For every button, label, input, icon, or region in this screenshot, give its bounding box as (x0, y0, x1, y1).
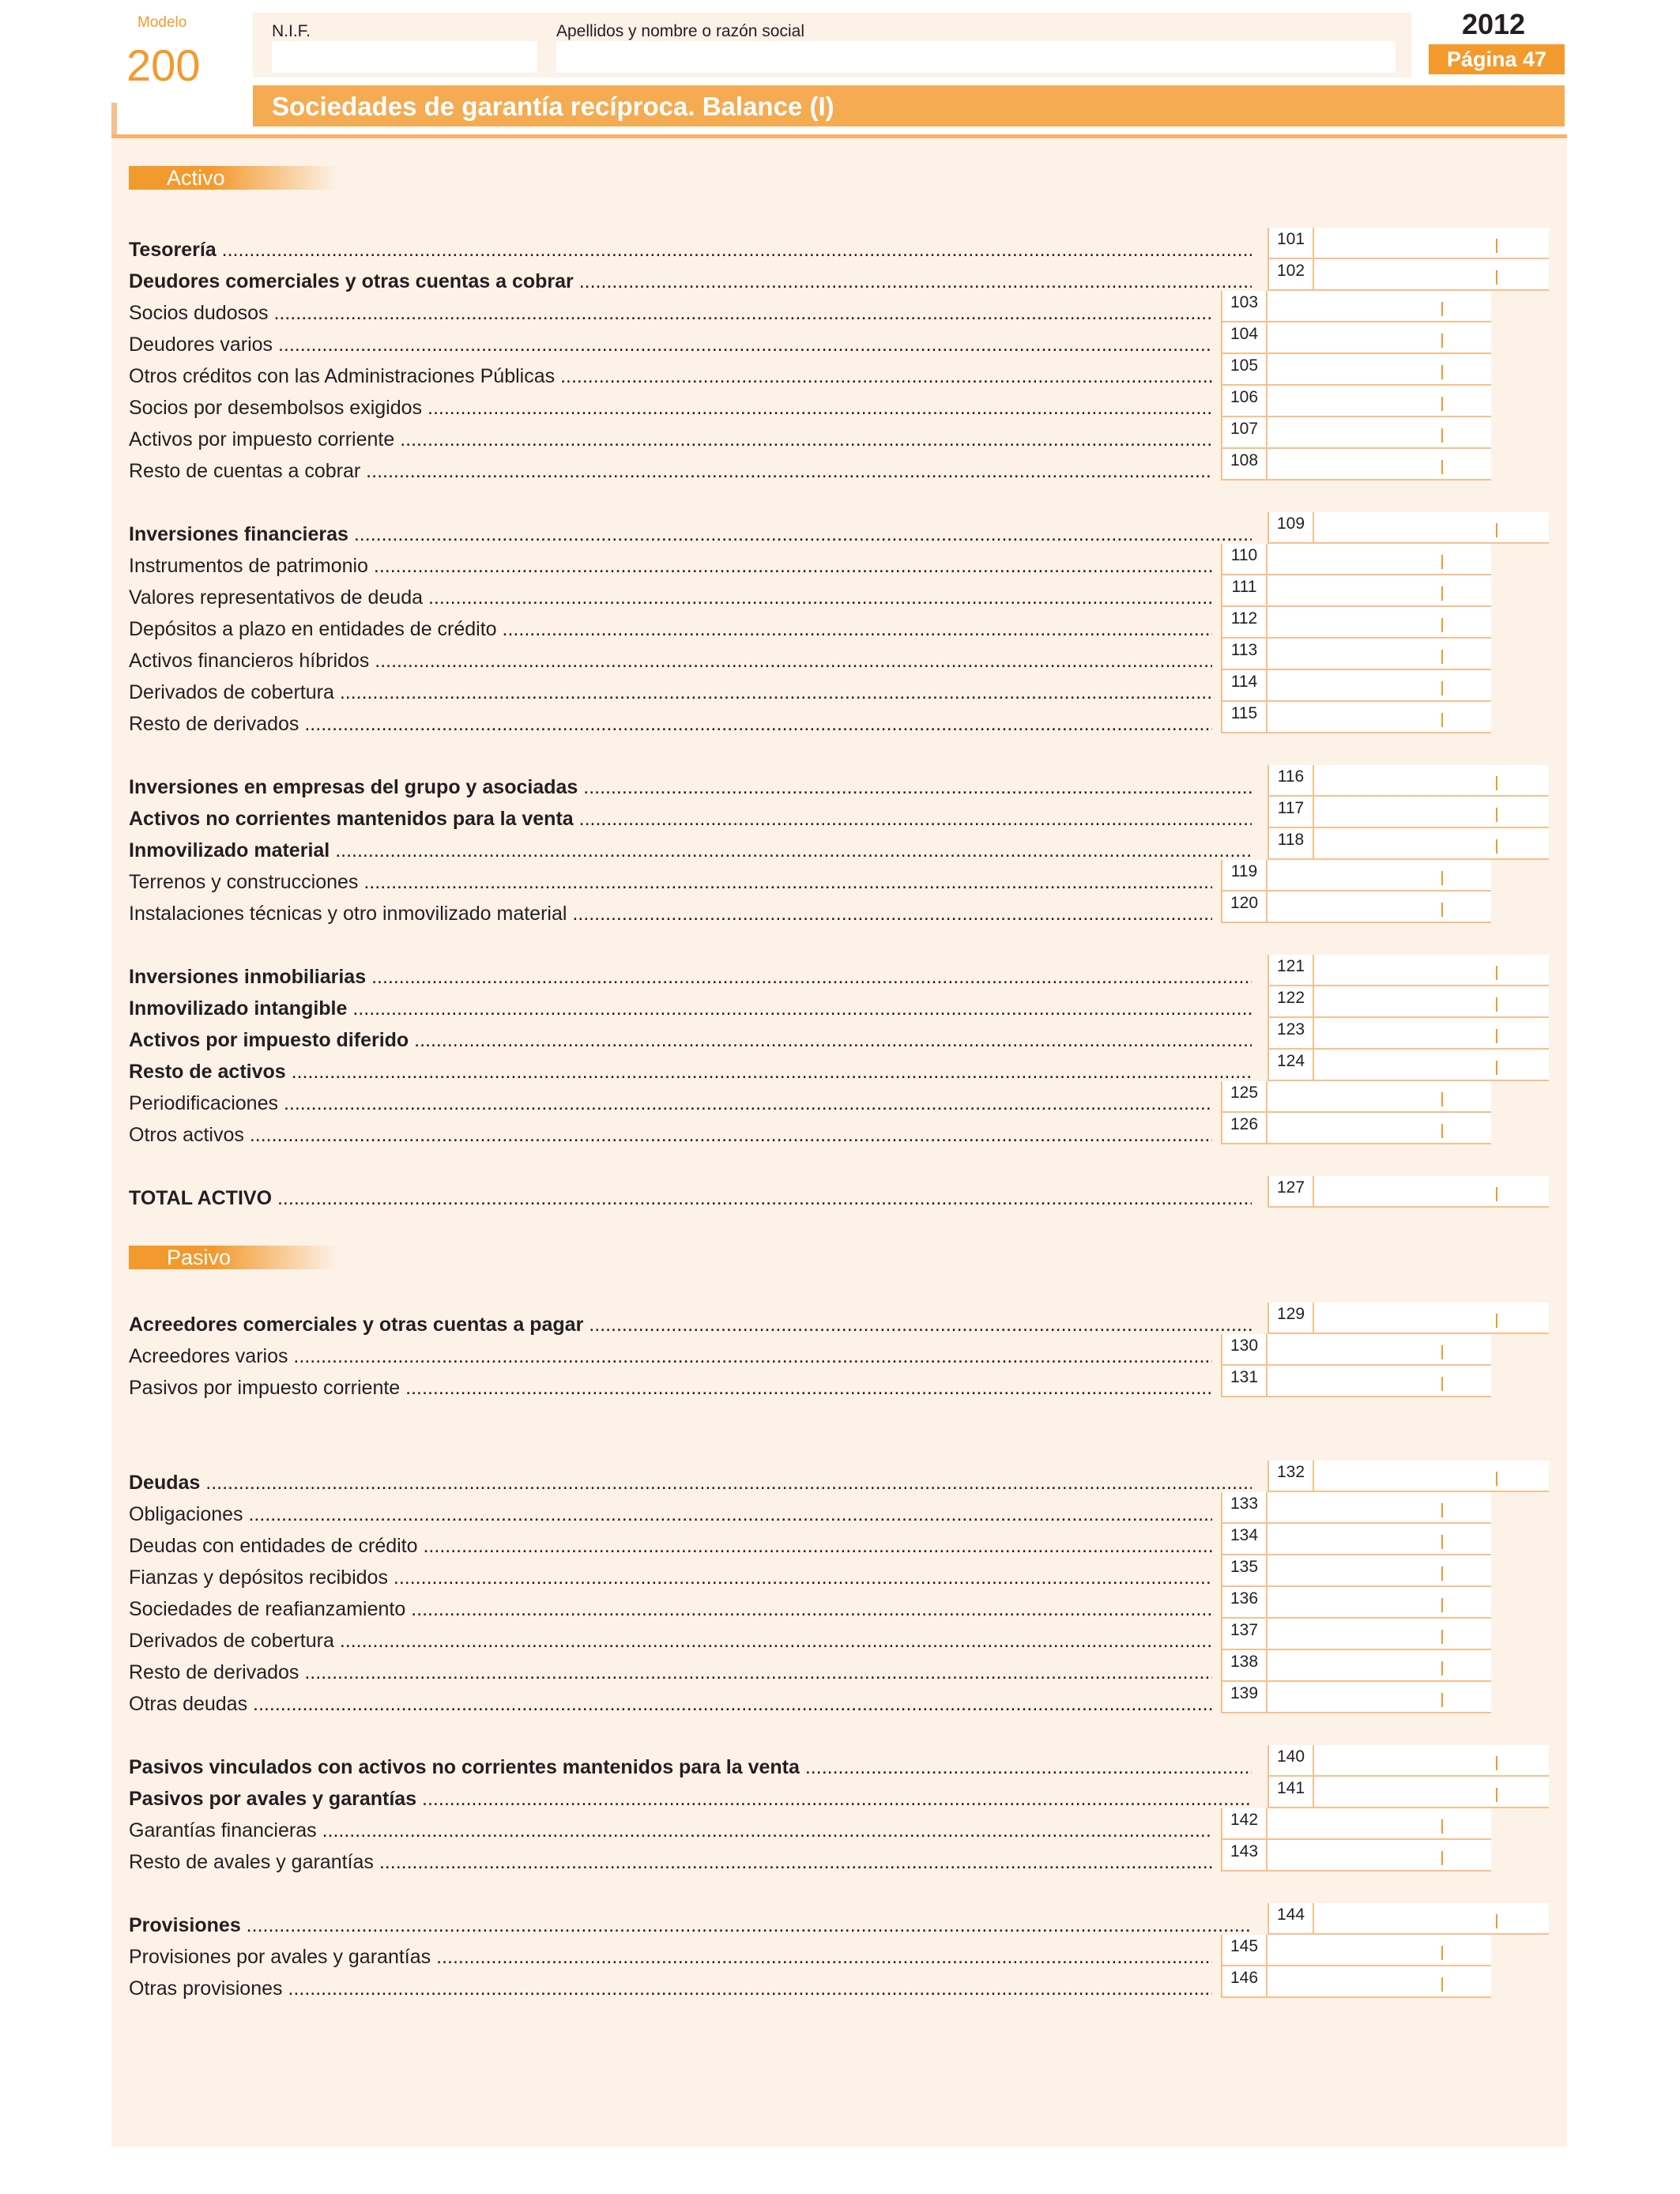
amount-box-118[interactable] (1268, 828, 1549, 860)
row-label: Fianzas y depósitos recibidos ..... (129, 1565, 1212, 1590)
table-row (129, 326, 1212, 357)
decimal-separator-mark (1496, 966, 1497, 980)
year: 2012 (1461, 8, 1526, 40)
row-label: Deudas con entidades de crédito ..... (129, 1533, 1212, 1559)
row-label: Garantías financieras ..... (129, 1818, 1212, 1843)
amount-box-111[interactable] (1221, 575, 1491, 607)
table-row (129, 800, 1252, 831)
amount-input[interactable] (1268, 386, 1491, 416)
amount-box-135[interactable] (1221, 1555, 1491, 1587)
decimal-separator-mark (1441, 365, 1443, 379)
table-row (129, 1938, 1212, 1970)
box-code: 125 (1222, 1081, 1268, 1111)
decimal-separator-mark (1441, 650, 1443, 664)
row-label: Pasivos vinculados con activos no corrientes mantenidos para la venta ..... (129, 1755, 1252, 1780)
decimal-separator-mark (1441, 1566, 1443, 1581)
amount-input[interactable] (1268, 354, 1491, 384)
box-code: 109 (1269, 512, 1314, 542)
decimal-separator-mark (1496, 1029, 1497, 1043)
box-code: 117 (1269, 797, 1314, 827)
amount-box-146[interactable] (1221, 1966, 1491, 1998)
row-label: Inversiones en empresas del grupo y asociadas ..... (129, 775, 1252, 800)
amount-input[interactable] (1268, 1366, 1491, 1396)
box-code: 112 (1222, 607, 1268, 637)
decimal-separator-mark (1441, 1693, 1443, 1707)
table-row (129, 1653, 1212, 1685)
table-row (129, 357, 1212, 389)
table-row (129, 1179, 1252, 1211)
box-code: 141 (1269, 1777, 1314, 1807)
amount-input[interactable] (1314, 1176, 1549, 1206)
table-row (129, 1811, 1212, 1843)
decimal-separator-mark (1441, 1503, 1443, 1517)
table-row (129, 515, 1252, 547)
row-label: Valores representativos de deuda ..... (129, 585, 1212, 610)
row-label: Activos no corrientes mantenidos para la venta ..... (129, 806, 1252, 831)
amount-input[interactable] (1314, 955, 1549, 985)
row-label: Pasivos por impuesto corriente ..... (129, 1375, 1212, 1400)
row-label: Inversiones inmobiliarias ..... (129, 964, 1252, 990)
amount-box-131[interactable] (1221, 1366, 1491, 1397)
amount-input[interactable] (1314, 828, 1549, 858)
amount-box-143[interactable] (1221, 1840, 1491, 1872)
decimal-separator-mark (1441, 618, 1443, 632)
amount-input[interactable] (1268, 575, 1491, 605)
amount-input[interactable] (1268, 1808, 1491, 1838)
decimal-separator-mark (1496, 1472, 1497, 1486)
box-code: 122 (1269, 986, 1314, 1016)
row-label: Otras deudas ..... (129, 1691, 1212, 1717)
amount-input[interactable] (1268, 670, 1491, 700)
box-code: 143 (1222, 1840, 1268, 1870)
table-row (129, 1527, 1212, 1559)
amount-input[interactable] (1314, 1461, 1549, 1491)
amount-input[interactable] (1314, 797, 1549, 827)
amount-input[interactable] (1268, 1650, 1491, 1680)
decimal-separator-mark (1441, 302, 1443, 316)
amount-box-114[interactable] (1221, 670, 1491, 702)
box-code: 103 (1222, 291, 1268, 321)
section-pasivo (129, 1246, 338, 1269)
decimal-separator-mark (1441, 460, 1443, 474)
box-code: 130 (1222, 1334, 1268, 1364)
row-label: Resto de derivados ..... (129, 1660, 1212, 1685)
row-label: Depósitos a plazo en entidades de crédito ..... (129, 616, 1212, 642)
decimal-separator-mark (1496, 270, 1497, 285)
box-code: 113 (1222, 639, 1268, 669)
table-row (129, 579, 1212, 610)
amount-box-106[interactable] (1221, 386, 1491, 417)
decimal-separator-mark (1441, 1977, 1443, 1992)
box-code: 101 (1269, 228, 1314, 258)
amount-input[interactable] (1268, 1081, 1491, 1111)
modelo-number: 200 (126, 40, 201, 90)
amount-box-126[interactable] (1221, 1113, 1491, 1144)
box-code: 108 (1222, 449, 1268, 479)
table-row (129, 420, 1212, 452)
box-code: 121 (1269, 955, 1314, 985)
box-code: 124 (1269, 1050, 1314, 1080)
table-row (129, 1590, 1212, 1622)
decimal-separator-mark (1441, 1661, 1443, 1676)
amount-input[interactable] (1314, 1745, 1549, 1775)
box-code: 127 (1269, 1176, 1314, 1206)
amount-input[interactable] (1268, 1555, 1491, 1585)
table-row (129, 705, 1212, 737)
box-code: 118 (1269, 828, 1314, 858)
box-code: 134 (1222, 1524, 1268, 1554)
box-code: 140 (1269, 1745, 1314, 1775)
section-activo (129, 166, 338, 190)
row-label: Derivados de cobertura ..... (129, 1628, 1212, 1653)
box-code: 126 (1222, 1113, 1268, 1143)
decimal-separator-mark (1441, 1124, 1443, 1138)
row-label: Periodificaciones ..... (129, 1091, 1212, 1116)
decimal-separator-mark (1441, 1535, 1443, 1549)
amount-input[interactable] (1268, 322, 1491, 352)
amount-box-121[interactable] (1268, 955, 1549, 986)
table-row (129, 1906, 1252, 1938)
amount-box-103[interactable] (1221, 291, 1491, 322)
table-row (129, 831, 1252, 863)
amount-input[interactable] (1314, 1018, 1549, 1048)
amount-input[interactable] (1268, 892, 1491, 922)
table-row (129, 1559, 1212, 1590)
amount-input[interactable] (1268, 1334, 1491, 1364)
decimal-separator-mark (1496, 1914, 1497, 1928)
decimal-separator-mark (1496, 1061, 1497, 1075)
decimal-separator-mark (1441, 871, 1443, 885)
table-row (129, 1748, 1252, 1780)
decimal-separator-mark (1496, 1187, 1497, 1201)
row-label: Inversiones financieras ..... (129, 522, 1252, 547)
decimal-separator-mark (1441, 1598, 1443, 1612)
row-label: Tesorería ..... (129, 237, 1252, 262)
table-row (129, 768, 1252, 800)
amount-box-130[interactable] (1221, 1334, 1491, 1366)
table-row (129, 1021, 1252, 1053)
decimal-separator-mark (1496, 808, 1497, 822)
row-label: Instalaciones técnicas y otro inmovilizado material ..... (129, 901, 1212, 926)
box-code: 111 (1222, 575, 1268, 605)
box-code: 135 (1222, 1555, 1268, 1585)
decimal-separator-mark (1441, 1345, 1443, 1359)
box-code: 123 (1269, 1018, 1314, 1048)
amount-input[interactable] (1314, 1302, 1549, 1333)
table-row (129, 1084, 1212, 1116)
table-row (129, 389, 1212, 420)
amount-box-132[interactable] (1268, 1461, 1549, 1492)
name-label: Apellidos y nombre o razón social (556, 22, 804, 40)
row-label: Pasivos por avales y garantías ..... (129, 1786, 1252, 1811)
box-code: 120 (1222, 892, 1268, 922)
box-code: 131 (1222, 1366, 1268, 1396)
decimal-separator-mark (1441, 1092, 1443, 1106)
amount-box-133[interactable] (1221, 1492, 1491, 1524)
box-code: 139 (1222, 1682, 1268, 1712)
amount-input[interactable] (1268, 607, 1491, 637)
box-code: 104 (1222, 322, 1268, 352)
amount-input[interactable] (1268, 1619, 1491, 1649)
amount-box-104[interactable] (1221, 322, 1491, 354)
decimal-separator-mark (1496, 523, 1497, 537)
amount-box-125[interactable] (1221, 1081, 1491, 1113)
box-code: 145 (1222, 1935, 1268, 1965)
amount-input[interactable] (1314, 512, 1549, 542)
amount-input[interactable] (1268, 1492, 1491, 1522)
amount-input[interactable] (1314, 1903, 1549, 1933)
amount-input[interactable] (1314, 259, 1549, 289)
amount-box-140[interactable] (1268, 1745, 1549, 1777)
row-label: Socios por desembolsos exigidos ..... (129, 395, 1212, 420)
amount-box-112[interactable] (1221, 607, 1491, 639)
row-label: Deudas ..... (129, 1470, 1252, 1495)
box-code: 102 (1269, 259, 1314, 289)
row-label: Deudores comerciales y otras cuentas a cobrar ..... (129, 269, 1252, 294)
amount-box-122[interactable] (1268, 986, 1549, 1018)
table-row (129, 1116, 1212, 1148)
amount-box-116[interactable] (1268, 765, 1549, 797)
box-code: 129 (1269, 1302, 1314, 1333)
row-label: Instrumentos de patrimonio ..... (129, 553, 1212, 579)
row-label: Obligaciones ..... (129, 1502, 1212, 1527)
row-label: Provisiones por avales y garantías ..... (129, 1944, 1212, 1970)
amount-box-113[interactable] (1221, 639, 1491, 670)
section-activo-label: Activo (167, 166, 225, 190)
table-row (129, 1970, 1212, 2001)
row-label: Otros créditos con las Administraciones Públicas ..... (129, 364, 1212, 389)
table-row (129, 642, 1212, 673)
header-fields (253, 13, 1411, 77)
amount-input[interactable] (1268, 1113, 1491, 1143)
decimal-separator-mark (1496, 239, 1497, 253)
page-title: Sociedades de garantía recíproca. Balance (I) (272, 92, 834, 121)
amount-box-117[interactable] (1268, 797, 1549, 828)
amount-box-110[interactable] (1221, 544, 1491, 575)
amount-box-138[interactable] (1221, 1650, 1491, 1682)
box-code: 107 (1222, 417, 1268, 447)
amount-box-145[interactable] (1221, 1935, 1491, 1966)
row-label: Otros activos ..... (129, 1122, 1212, 1148)
table-row (129, 990, 1252, 1021)
box-code: 142 (1222, 1808, 1268, 1838)
amount-input[interactable] (1268, 1587, 1491, 1617)
table-row (129, 1843, 1212, 1875)
amount-box-137[interactable] (1221, 1619, 1491, 1650)
amount-box-129[interactable] (1268, 1302, 1549, 1334)
decimal-separator-mark (1441, 1946, 1443, 1960)
amount-box-105[interactable] (1221, 354, 1491, 386)
row-label: Activos financieros híbridos ..... (129, 648, 1212, 673)
table-row (129, 1053, 1252, 1084)
decimal-separator-mark (1496, 997, 1497, 1012)
decimal-separator-mark (1496, 1314, 1497, 1328)
row-label: Terrenos y construcciones ..... (129, 869, 1212, 895)
amount-input[interactable] (1314, 228, 1549, 258)
decimal-separator-mark (1441, 1851, 1443, 1865)
amount-input[interactable] (1268, 1840, 1491, 1870)
table-row (129, 1337, 1212, 1369)
amount-box-109[interactable] (1268, 512, 1549, 544)
row-label: Resto de cuentas a cobrar ..... (129, 458, 1212, 484)
decimal-separator-mark (1496, 1788, 1497, 1802)
box-code: 146 (1222, 1966, 1268, 1996)
row-label: Activos por impuesto diferido ..... (129, 1027, 1252, 1053)
box-code: 116 (1269, 765, 1314, 795)
amount-box-108[interactable] (1221, 449, 1491, 481)
amount-input[interactable] (1268, 860, 1491, 890)
box-code: 144 (1269, 1903, 1314, 1933)
page-badge: Página 47 (1429, 44, 1565, 74)
table-row (129, 1369, 1212, 1400)
box-code: 106 (1222, 386, 1268, 416)
row-label: Socios dudosos ..... (129, 300, 1212, 326)
table-row (129, 262, 1252, 294)
row-label: TOTAL ACTIVO ..... (129, 1186, 1252, 1211)
table-row (129, 673, 1212, 705)
table-row (129, 452, 1212, 484)
amount-box-127[interactable] (1268, 1176, 1549, 1208)
amount-box-101[interactable] (1268, 228, 1549, 259)
table-row (129, 1464, 1252, 1495)
amount-input[interactable] (1314, 1050, 1549, 1080)
decimal-separator-mark (1441, 334, 1443, 348)
row-label: Otras provisiones ..... (129, 1976, 1212, 2001)
row-label: Provisiones ..... (129, 1913, 1252, 1938)
decimal-separator-mark (1441, 1819, 1443, 1834)
table-row (129, 958, 1252, 990)
amount-box-139[interactable] (1221, 1682, 1491, 1713)
decimal-separator-mark (1496, 776, 1497, 790)
row-label: Resto de activos ..... (129, 1059, 1252, 1084)
box-code: 132 (1269, 1461, 1314, 1491)
amount-input[interactable] (1314, 986, 1549, 1016)
row-label: Inmovilizado intangible ..... (129, 996, 1252, 1021)
decimal-separator-mark (1441, 428, 1443, 443)
title-underline (111, 134, 1567, 138)
amount-box-120[interactable] (1221, 892, 1491, 923)
table-row (129, 1685, 1212, 1717)
title-bar (253, 85, 1565, 126)
box-code: 137 (1222, 1619, 1268, 1649)
row-label: Inmovilizado material ..... (129, 838, 1252, 863)
decimal-separator-mark (1441, 555, 1443, 569)
amount-box-124[interactable] (1268, 1050, 1549, 1081)
decimal-separator-mark (1441, 1630, 1443, 1644)
box-code: 105 (1222, 354, 1268, 384)
row-label: Deudores varios ..... (129, 332, 1212, 357)
box-code: 119 (1222, 860, 1268, 890)
decimal-separator-mark (1496, 1756, 1497, 1770)
box-code: 138 (1222, 1650, 1268, 1680)
amount-box-119[interactable] (1221, 860, 1491, 892)
row-label: Sociedades de reafianzamiento ..... (129, 1596, 1212, 1622)
amount-box-136[interactable] (1221, 1587, 1491, 1619)
name-input[interactable] (556, 41, 1396, 73)
amount-input[interactable] (1268, 449, 1491, 479)
amount-box-142[interactable] (1221, 1808, 1491, 1840)
row-label: Derivados de cobertura ..... (129, 680, 1212, 705)
amount-box-115[interactable] (1221, 702, 1491, 733)
amount-box-107[interactable] (1221, 417, 1491, 449)
decimal-separator-mark (1441, 903, 1443, 917)
row-label: Resto de avales y garantías ..... (129, 1849, 1212, 1875)
decimal-separator-mark (1441, 397, 1443, 411)
amount-box-144[interactable] (1268, 1903, 1549, 1935)
nif-input[interactable] (272, 41, 537, 73)
box-code: 133 (1222, 1492, 1268, 1522)
decimal-separator-mark (1441, 681, 1443, 696)
table-row (129, 1622, 1212, 1653)
modelo-label: Modelo (137, 14, 187, 31)
decimal-separator-mark (1496, 839, 1497, 854)
decimal-separator-mark (1441, 713, 1443, 727)
box-code: 114 (1222, 670, 1268, 700)
row-label: Acreedores comerciales y otras cuentas a pagar ..... (129, 1312, 1252, 1337)
table-row (129, 294, 1212, 326)
amount-box-134[interactable] (1221, 1524, 1491, 1555)
amount-input[interactable] (1268, 544, 1491, 574)
amount-input[interactable] (1268, 639, 1491, 669)
table-row (129, 1780, 1252, 1811)
amount-input[interactable] (1268, 1966, 1491, 1996)
table-row (129, 1495, 1212, 1527)
amount-input[interactable] (1268, 291, 1491, 321)
table-row (129, 231, 1252, 262)
section-pasivo-label: Pasivo (167, 1246, 232, 1269)
amount-input[interactable] (1314, 765, 1549, 795)
amount-box-102[interactable] (1268, 259, 1549, 291)
decimal-separator-mark (1441, 1377, 1443, 1391)
amount-input[interactable] (1268, 417, 1491, 447)
amount-input[interactable] (1268, 1935, 1491, 1965)
table-row (129, 895, 1212, 926)
table-row (129, 547, 1212, 579)
amount-input[interactable] (1268, 702, 1491, 732)
amount-input[interactable] (1314, 1777, 1549, 1807)
decimal-separator-mark (1441, 586, 1443, 601)
row-label: Activos por impuesto corriente ..... (129, 427, 1212, 452)
table-row (129, 610, 1212, 642)
amount-input[interactable] (1268, 1524, 1491, 1554)
table-row (129, 1306, 1252, 1337)
box-code: 110 (1222, 544, 1268, 574)
amount-input[interactable] (1268, 1682, 1491, 1712)
amount-box-123[interactable] (1268, 1018, 1549, 1050)
amount-box-141[interactable] (1268, 1777, 1549, 1808)
box-code: 115 (1222, 702, 1268, 732)
row-label: Acreedores varios ..... (129, 1344, 1212, 1369)
table-row (129, 863, 1212, 895)
box-code: 136 (1222, 1587, 1268, 1617)
nif-label: N.I.F. (272, 22, 311, 40)
row-label: Resto de derivados ..... (129, 711, 1212, 737)
